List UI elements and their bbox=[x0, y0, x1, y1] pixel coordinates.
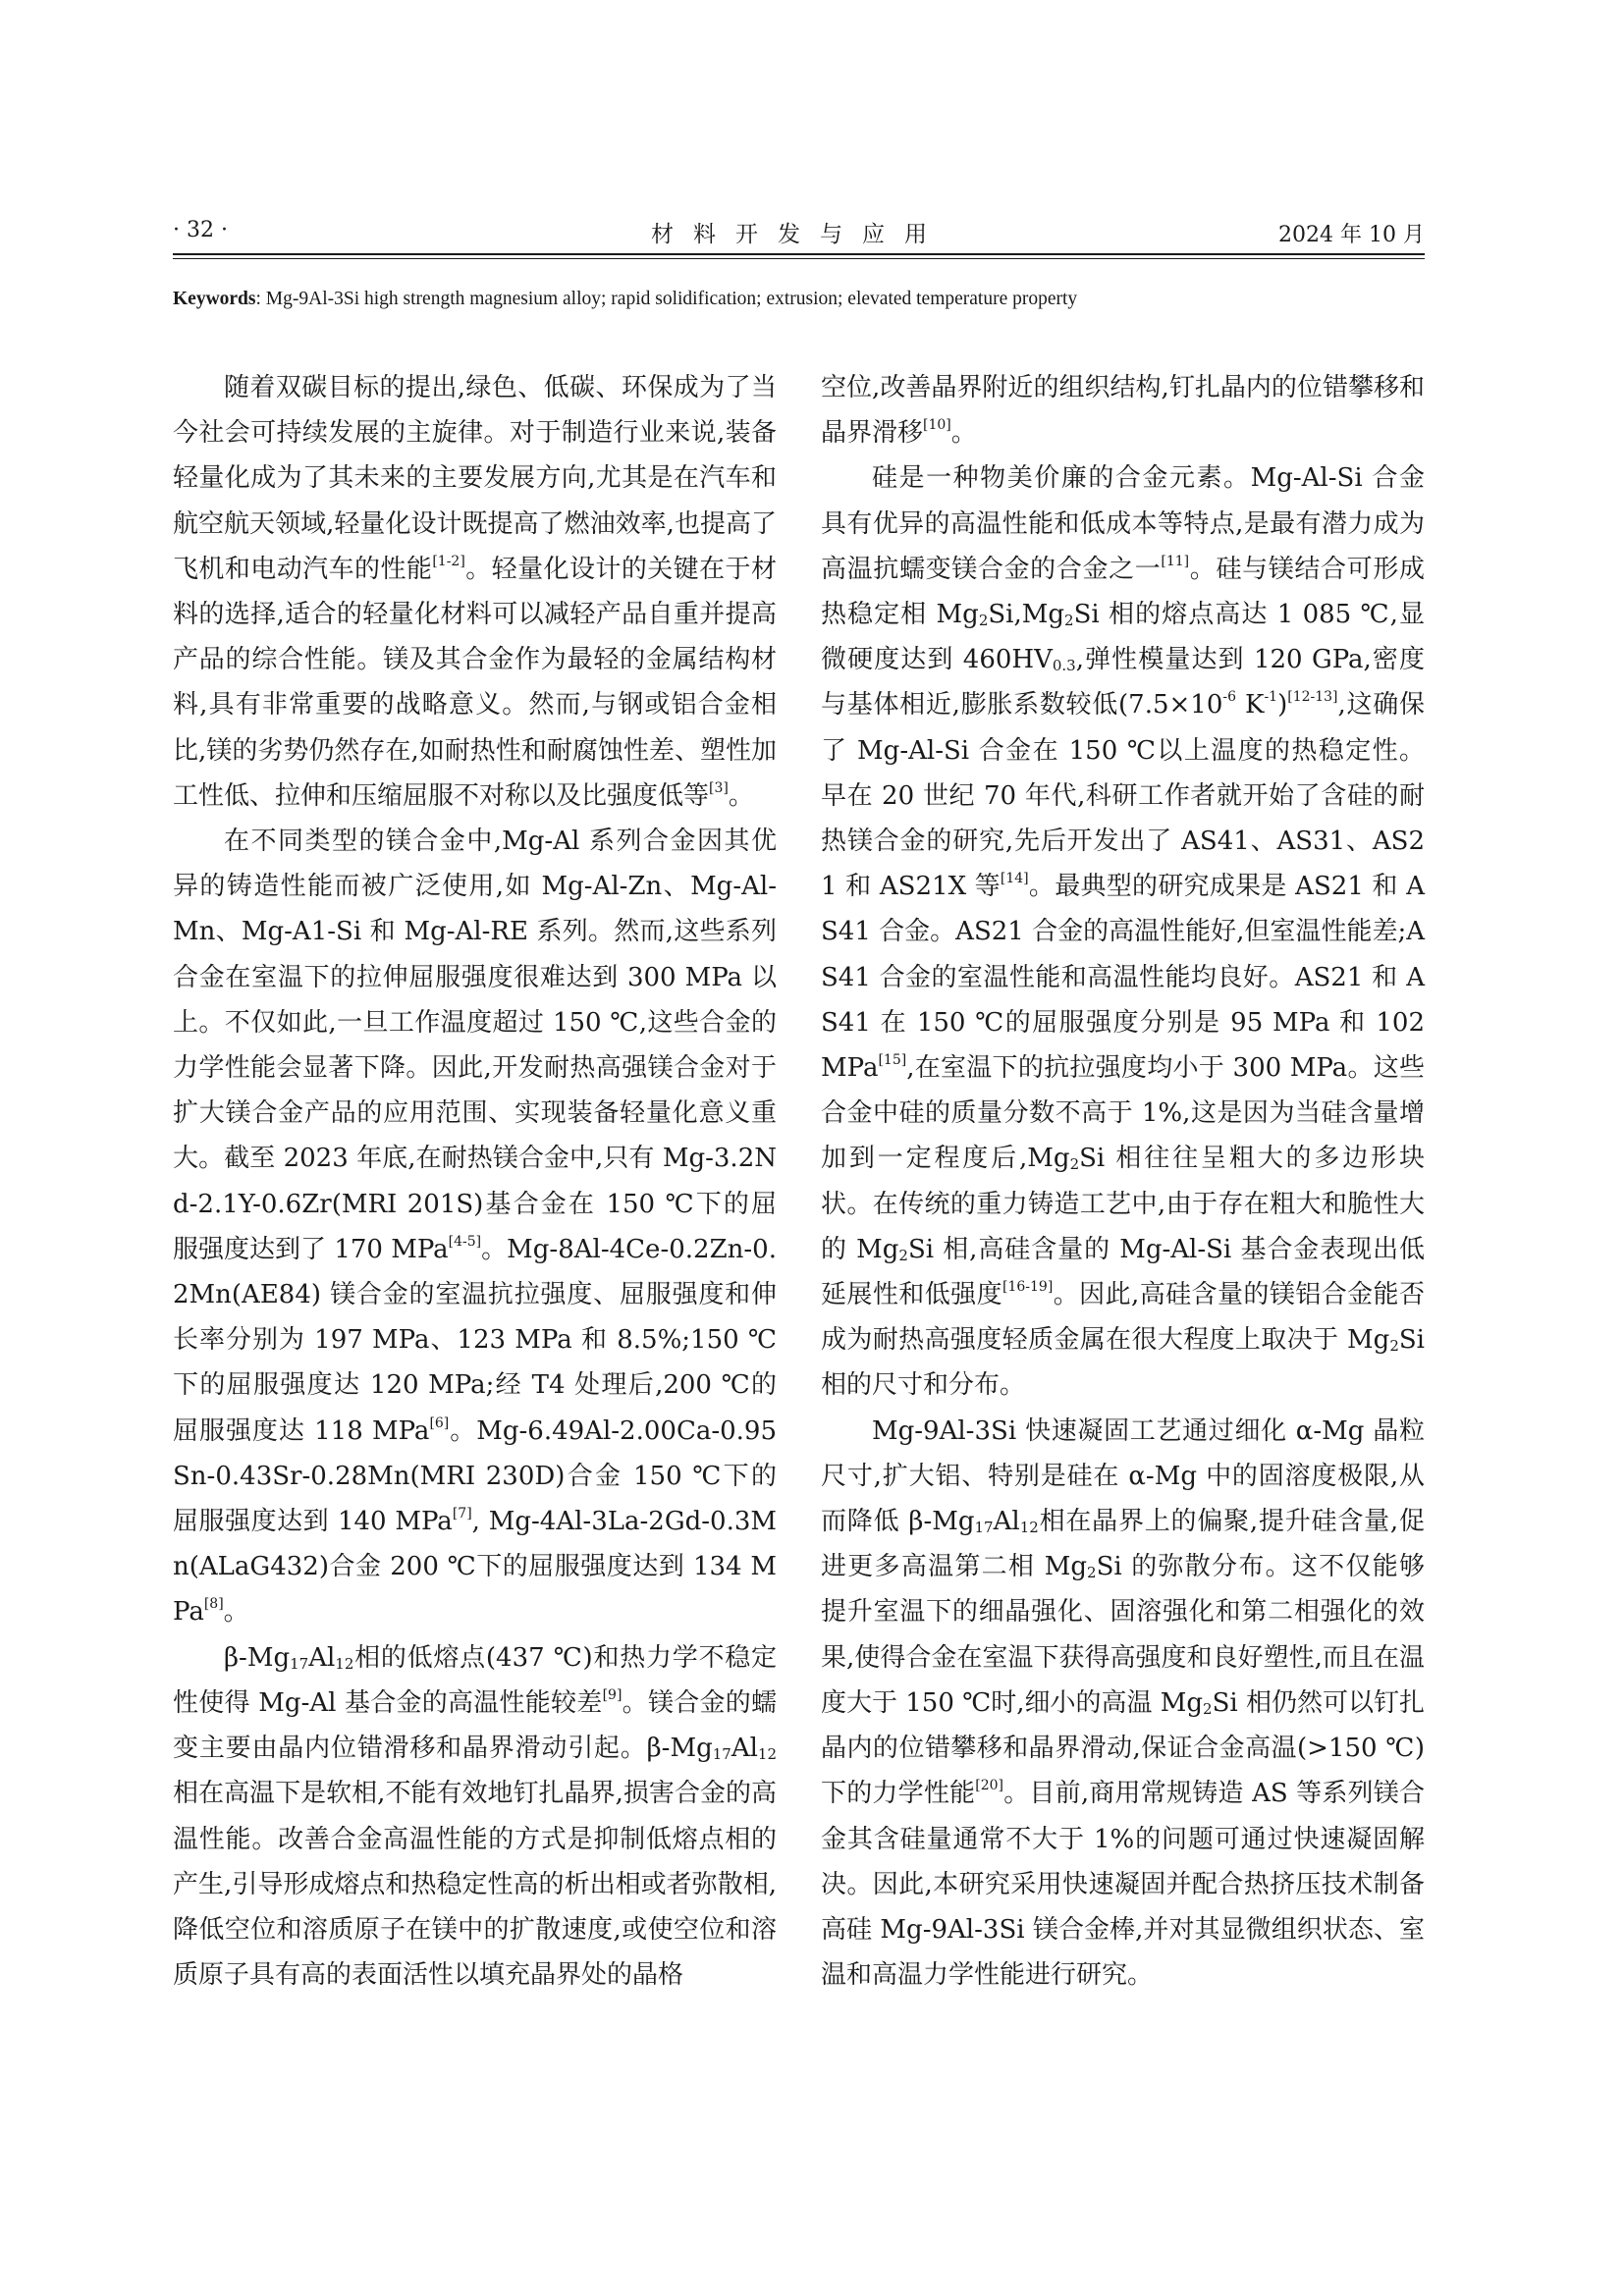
superscript: [7] bbox=[452, 1506, 472, 1522]
subscript: 2 bbox=[1087, 1564, 1097, 1582]
issue-date: 2024 年 10 月 bbox=[1278, 223, 1425, 247]
superscript: [10] bbox=[923, 417, 951, 434]
text-run: 。镁合金的蠕变主要由晶内位错滑移和晶界滑动引起。β-Mg bbox=[173, 1687, 777, 1764]
text-run: , Mg-4Al-3La-2Gd-0.3Mn(ALaG432)合金 200 ℃下的屈服强度达到 134 MPa bbox=[173, 1507, 778, 1628]
text-run: Si 相往往呈粗大的多边形块状。在传统的重力铸造工艺中,由于存在粗大和脆性大的 Mg bbox=[821, 1144, 1425, 1264]
text-run: 。硅与镁结合可形成热稳定相 Mg bbox=[821, 554, 1425, 630]
superscript: [12-13] bbox=[1287, 689, 1338, 706]
superscript: [1-2] bbox=[432, 553, 465, 569]
keywords-line bbox=[173, 285, 1425, 314]
text-run: 。 bbox=[728, 780, 754, 811]
subscript: 2 bbox=[1064, 612, 1074, 630]
left-paragraph-2 bbox=[173, 819, 777, 1635]
text-run: Al bbox=[993, 1507, 1020, 1537]
text-run: 相在高温下是软相,不能有效地钉扎晶界,损害合金的高温性能。改善合金高温性能的方式是抑制低熔点相的产生,引导形成熔点和热稳定性高的析出相或者弥散相,降低空位和溶质原子在镁中的扩散速度,或使空位和溶质原子具有高的表面活性以填充晶界处的晶格 bbox=[173, 1779, 777, 1991]
text-run: ,弹性模量达到 120 GPa,密度与基体相近,膨胀系数较低(7.5×10 bbox=[821, 645, 1425, 721]
text-run: ,这确保了 Mg-Al-Si 合金在 150 ℃以上温度的热稳定性。早在 20 世纪 70 年代,科研工作者就开始了含硅的耐热镁合金的研究,先后开发出了 AS41、AS31、AS21 和 AS21X 等 bbox=[821, 690, 1425, 902]
body-column-right bbox=[821, 365, 1425, 1998]
right-paragraph-3 bbox=[821, 1409, 1425, 1999]
text-run: 空位,改善晶界附近的组织结构,钉扎晶内的位错攀移和晶界滑移 bbox=[821, 373, 1425, 449]
text-run: 硅是一种物美价廉的合金元素。Mg-Al-Si 合金具有优异的高温性能和低成本等特点,是最有潜力成为高温抗蠕变镁合金的合金之一 bbox=[821, 463, 1425, 584]
subscript: 17 bbox=[712, 1745, 731, 1764]
text-run: Si 相,高硅含量的 Mg-Al-Si 基合金表现出低延展性和低强度 bbox=[821, 1234, 1425, 1310]
page-number: · 32 · bbox=[173, 218, 228, 242]
body-column-left bbox=[173, 365, 777, 1998]
text-run: Al bbox=[731, 1734, 758, 1764]
text-run: 。 bbox=[223, 1597, 249, 1628]
text-run: 相在晶界上的偏聚,提升硅含量,促进更多高温第二相 Mg bbox=[821, 1507, 1425, 1582]
header-rule-thick bbox=[173, 253, 1425, 255]
header-rule-thin bbox=[173, 258, 1425, 259]
superscript: -1 bbox=[1264, 689, 1278, 706]
text-run: Mg-9Al-3Si 快速凝固工艺通过细化 α-Mg 晶粒尺寸,扩大铝、特别是硅在 α-Mg 中的固溶度极限,从而降低 β-Mg bbox=[821, 1415, 1425, 1537]
subscript: 12 bbox=[1019, 1519, 1039, 1537]
superscript: [16-19] bbox=[1002, 1279, 1054, 1296]
keywords-separator: : bbox=[255, 289, 261, 309]
text-run: K bbox=[1236, 690, 1265, 721]
subscript: 2 bbox=[1389, 1337, 1399, 1356]
text-run: Al bbox=[308, 1642, 336, 1673]
text-run: 。最典型的研究成果是 AS21 和 AS41 合金。AS21 合金的高温性能好,但室温性能差;AS41 合金的室温性能和高温性能均良好。AS21 和 AS41 在 150 ℃的屈服强度分别是 95 MPa 和 102 MPa bbox=[821, 872, 1425, 1084]
superscript: [14] bbox=[1000, 871, 1029, 887]
text-run: ) bbox=[1277, 690, 1288, 721]
text-run: ,在室温下的抗拉强度均小于 300 MPa。这些合金中硅的质量分数不高于 1%,这是因为当硅含量增加到一定程度后,Mg bbox=[821, 1053, 1425, 1174]
text-run: Si 相的熔点高达 1 085 ℃,显微硬度达到 460HV bbox=[821, 600, 1425, 675]
right-paragraph-1 bbox=[821, 365, 1425, 455]
text-run: 。目前,商用常规铸造 AS 等系列镁合金其含硅量通常不大于 1%的问题可通过快速凝固解决。因此,本研究采用快速凝固并配合热挤压技术制备高硅 Mg-9Al-3Si 镁合金棒,并对其显微组织状态、室温和高温力学性能进行研究。 bbox=[821, 1779, 1425, 1991]
text-run: 。Mg-6.49Al-2.00Ca-0.95Sn-0.43Sr-0.28Mn(MRI 230D)合金 150 ℃下的屈服强度达到 140 MPa bbox=[173, 1415, 778, 1537]
subscript: 2 bbox=[1203, 1699, 1213, 1718]
text-run: 。 bbox=[950, 418, 977, 449]
superscript: [6] bbox=[429, 1415, 450, 1431]
left-paragraph-1 bbox=[173, 365, 777, 819]
text-run: 。轻量化设计的关键在于材料的选择,适合的轻量化材料可以减轻产品自重并提高产品的综合性能。镁及其合金作为最轻的金属结构材料,具有非常重要的战略意义。然而,与钢或铝合金相比,镁的劣势仍然存在,如耐热性和耐腐蚀性差、塑性加工性低、拉伸和压缩屈服不对称以及比强度低等 bbox=[173, 554, 777, 811]
subscript: 2 bbox=[1069, 1155, 1080, 1174]
text-run: Si,Mg bbox=[988, 600, 1065, 630]
text-run: β-Mg bbox=[224, 1642, 291, 1673]
subscript: 12 bbox=[335, 1654, 354, 1673]
subscript: 12 bbox=[757, 1745, 777, 1764]
subscript: 0.3 bbox=[1052, 657, 1076, 675]
superscript: [9] bbox=[602, 1686, 623, 1703]
superscript: [3] bbox=[709, 779, 729, 796]
superscript: [11] bbox=[1161, 553, 1190, 569]
text-run: 。因此,高硅含量的镁铝合金能否成为耐热高强度轻质金属在很大程度上取决于 Mg bbox=[821, 1280, 1425, 1356]
subscript: 2 bbox=[898, 1246, 908, 1264]
journal-title: 材料开发与应用 bbox=[651, 222, 947, 247]
right-paragraph-2 bbox=[821, 455, 1425, 1408]
text-run: 随着双碳目标的提出,绿色、低碳、环保成为了当今社会可持续发展的主旋律。对于制造行业来说,装备轻量化成为了其未来的主要发展方向,尤其是在汽车和航空航天领域,轻量化设计既提高了燃油效率,也提高了飞机和电动汽车的性能 bbox=[173, 373, 777, 584]
superscript: [8] bbox=[203, 1596, 224, 1613]
superscript: -6 bbox=[1222, 689, 1237, 706]
subscript: 17 bbox=[974, 1519, 994, 1537]
superscript: [4-5] bbox=[448, 1233, 482, 1250]
text-run: Si 的弥散分布。这不仅能够提升室温下的细晶强化、固溶强化和第二相强化的效果,使得合金在室温下获得高强度和良好塑性,而且在温度大于 150 ℃时,细小的高温 Mg bbox=[821, 1552, 1425, 1718]
text-run: 。Mg-8Al-4Ce-0.2Zn-0.2Mn(AE84) 镁合金的室温抗拉强度、屈服强度和伸长率分别为 197 MPa、123 MPa 和 8.5%;150 ℃下的屈服强度达 120 MPa;经 T4 处理后,200 ℃的屈服强度达 118 MPa bbox=[173, 1234, 777, 1446]
text-run: 相的低熔点(437 ℃)和热力学不稳定性使得 Mg-Al 基合金的高温性能较差 bbox=[173, 1642, 777, 1718]
text-run: 在不同类型的镁合金中,Mg-Al 系列合金因其优异的铸造性能而被广泛使用,如 Mg-Al-Zn、Mg-Al-Mn、Mg-A1-Si 和 Mg-Al-RE 系列。然而,这些系列合金在室温下的拉伸屈服强度很难达到 300 MPa 以上。不仅如此,一旦工作温度超过 150 ℃,这些合金的力学性能会显著下降。因此,开发耐热高强镁合金对于扩大镁合金产品的应用范围、实现装备轻量化意义重大。截至 2023 年底,在耐热镁合金中,只有 Mg-3.2Nd-2.1Y-0.6Zr(MRI 201S)基合金在 150 ℃下的屈服强度达到了 170 MPa bbox=[173, 827, 777, 1264]
superscript: [15] bbox=[878, 1052, 907, 1069]
running-header bbox=[173, 212, 1425, 251]
left-paragraph-3 bbox=[173, 1635, 777, 1999]
subscript: 17 bbox=[290, 1654, 309, 1673]
keywords-label: Keywords bbox=[173, 289, 256, 309]
keywords-text: Mg-9Al-3Si high strength magnesium alloy; rapid solidification; extrusion; elevated temperature property bbox=[260, 289, 1078, 309]
text-run: Si 相仍然可以钉扎晶内的位错攀移和晶界滑动,保证合金高温(>150 ℃)下的力学性能 bbox=[821, 1687, 1425, 1809]
subscript: 2 bbox=[978, 612, 989, 630]
superscript: [20] bbox=[975, 1778, 1004, 1794]
text-run: Si 相的尺寸和分布。 bbox=[821, 1325, 1425, 1401]
